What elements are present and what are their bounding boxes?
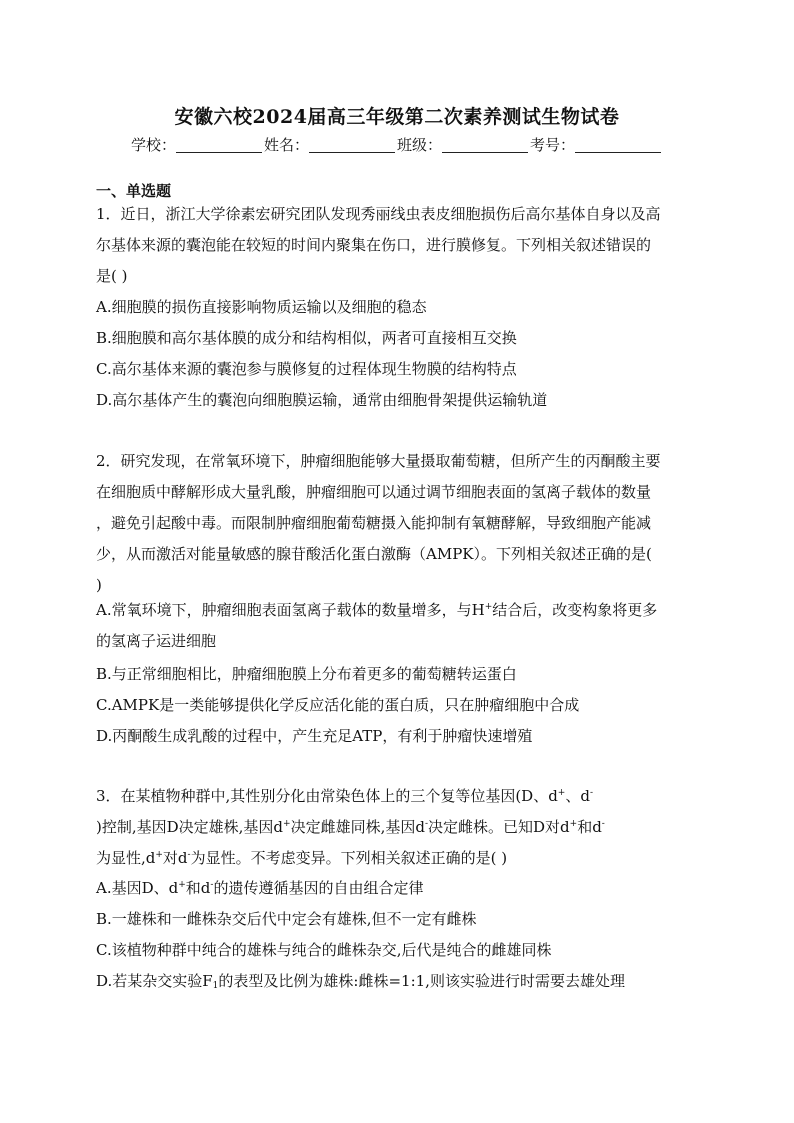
q3-stem-line-3: 为显性,d+对d-为显性。不考虑变异。下列相关叙述正确的是( ): [96, 849, 508, 867]
q2-option-d: D.丙酮酸生成乳酸的过程中，产生充足ATP，有利于肿瘤快速增殖: [96, 727, 533, 745]
q2-stem-line-5: ): [96, 576, 102, 594]
school-label: 学校：: [130, 136, 176, 154]
q1-stem-line-2: 尔基体来源的囊泡能在较短的时间内聚集在伤口，进行膜修复。下列相关叙述错误的: [96, 236, 652, 254]
name-label: 姓名：: [263, 136, 309, 154]
number-label: 考号：: [530, 136, 576, 154]
q2-option-a-line-1: A.常氧环境下，肿瘤细胞表面氢离子载体的数量增多，与H+结合后，改变构象将更多: [96, 601, 658, 619]
q1-option-a: A.细胞膜的损伤直接影响物质运输以及细胞的稳态: [96, 298, 427, 316]
q1-stem-line-3: 是( ): [96, 267, 128, 285]
q3-option-d: D.若某杂交实验$F_1$的表型及比例为雄株:雌株=1:1,则该实验进行时需要去雄处理: [96, 972, 625, 991]
school-blank: [176, 136, 262, 153]
q2-stem-line-4: 少，从而激活对能量敏感的腺苷酸活化蛋白激酶（AMPK）。下列相关叙述正确的是(: [96, 545, 652, 563]
q2-stem-line-1: 2．研究发现，在常氧环境下，肿瘤细胞能够大量摄取葡萄糖，但所产生的丙酮酸主要: [96, 452, 661, 470]
exam-title: 安徽六校2024届高三年级第二次素养测试生物试卷: [174, 106, 620, 128]
q1-option-d: D.高尔基体产生的囊泡向细胞膜运输，通常由细胞骨架提供运输轨道: [96, 391, 548, 409]
name-blank: [309, 136, 395, 153]
class-label: 班级：: [397, 136, 443, 154]
q2-option-a-line-2: 的氢离子运进细胞: [96, 632, 217, 650]
q3-stem-line-2: )控制,基因D决定雄株,基因d+决定雌雄同株,基因d-决定雌株。已知D对d+和d-: [96, 818, 605, 836]
q3-option-c: C.该植物种群中纯合的雄株与纯合的雌株杂交,后代是纯合的雌雄同株: [96, 941, 552, 959]
student-info-row: [0, 134, 794, 156]
q2-option-b: B.与正常细胞相比，肿瘤细胞膜上分布着更多的葡萄糖转运蛋白: [96, 665, 517, 683]
q3-stem-line-1: 3．在某植物种群中,其性别分化由常染色体上的三个复等位基因(D、d+、d-: [96, 787, 593, 805]
number-blank: [575, 136, 661, 153]
section-heading: 一、单选题: [96, 182, 172, 200]
q2-option-c: C.AMPK是一类能够提供化学反应活化能的蛋白质，只在肿瘤细胞中合成: [96, 696, 580, 714]
q3-option-b: B.一雄株和一雌株杂交后代中定会有雄株,但不一定有雌株: [96, 910, 477, 928]
q3-option-a: A.基因D、d+和d-的遗传遵循基因的自由组合定律: [96, 879, 424, 897]
q1-stem-line-1: 1．近日，浙江大学徐素宏研究团队发现秀丽线虫表皮细胞损伤后高尔基体自身以及高: [96, 205, 661, 223]
q1-option-b: B.细胞膜和高尔基体膜的成分和结构相似，两者可直接相互交换: [96, 329, 517, 347]
class-blank: [442, 136, 528, 153]
q2-stem-line-2: 在细胞质中酵解形成大量乳酸，肿瘤细胞可以通过调节细胞表面的氢离子载体的数量: [96, 483, 652, 501]
q2-stem-line-3: ，避免引起酸中毒。而限制肿瘤细胞葡萄糖摄入能抑制有氧糖酵解，导致细胞产能减: [96, 514, 652, 532]
q1-option-c: C.高尔基体来源的囊泡参与膜修复的过程体现生物膜的结构特点: [96, 360, 517, 378]
